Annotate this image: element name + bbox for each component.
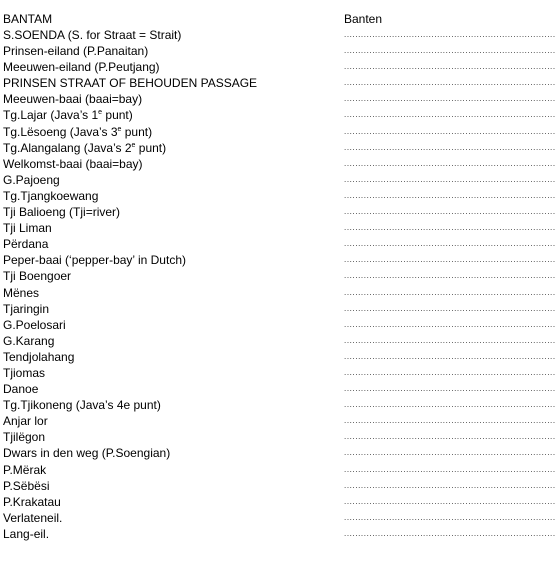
list-item: [0, 381, 556, 397]
place-name-list: [0, 27, 556, 542]
dotted-answer-line: ...........................................................................: [344, 126, 556, 136]
dotted-answer-line: ...........................................................................: [344, 223, 556, 233]
place-name-text: Tg.Lajar (Java’s 1: [3, 108, 99, 123]
place-name: Tjilëgon: [3, 430, 46, 445]
place-name: Tji Liman: [3, 221, 52, 236]
dotted-answer-line: ...........................................................................: [344, 351, 556, 361]
dotted-answer-line: ...........................................................................: [344, 46, 556, 56]
dotted-answer-line: ...........................................................................: [344, 303, 556, 313]
dotted-answer-line: ...........................................................................: [344, 158, 556, 168]
dotted-answer-line: ...........................................................................: [344, 255, 556, 265]
list-item: [0, 188, 556, 204]
list-item: [0, 27, 556, 43]
place-name: Tjaringin: [3, 301, 50, 316]
list-item: [0, 204, 556, 220]
place-name: Meeuwen-eiland (P.Peutjang): [3, 60, 160, 75]
list-item: [0, 526, 556, 542]
place-name: G.Poelosari: [3, 317, 66, 332]
dotted-answer-line: ...........................................................................: [344, 142, 556, 152]
place-name-text: punt): [102, 108, 133, 123]
list-item: [0, 301, 556, 317]
dotted-answer-line: ...........................................................................: [344, 512, 556, 522]
dotted-answer-line: ...........................................................................: [344, 110, 556, 120]
place-name-text: punt): [121, 124, 153, 139]
list-item: [0, 156, 556, 172]
place-name: P.Sëbësi: [3, 478, 50, 493]
place-name: P.Krakatau: [3, 494, 61, 509]
place-name: G.Pajoeng: [3, 172, 60, 187]
place-name: Tji Balioeng (Tji=river): [3, 205, 121, 220]
dotted-answer-line: ...........................................................................: [344, 335, 556, 345]
header-right-label: Banten: [344, 12, 383, 26]
table-header: [0, 11, 500, 27]
list-item: [0, 252, 556, 268]
list-item: [0, 494, 556, 510]
dotted-answer-line: ...........................................................................: [344, 190, 556, 200]
list-item: [0, 478, 556, 494]
ordinal-superscript: e: [98, 109, 103, 117]
list-item: [0, 124, 556, 140]
place-name: Përdana: [3, 237, 49, 252]
dotted-answer-line: ...........................................................................: [344, 528, 556, 538]
dotted-answer-line: ...........................................................................: [344, 271, 556, 281]
ordinal-superscript: e: [117, 125, 122, 133]
place-name: Peper-baai (‘pepper-bay’ in Dutch): [3, 253, 186, 268]
dotted-answer-line: ...........................................................................: [344, 62, 556, 72]
place-name-text: punt): [135, 140, 167, 155]
list-item: [0, 43, 556, 59]
list-item: [0, 413, 556, 429]
place-name: Anjar lor: [3, 414, 48, 429]
list-item: [0, 140, 556, 156]
place-name: [3, 107, 133, 123]
place-name: Verlateneil.: [3, 510, 63, 525]
dotted-answer-line: ...........................................................................: [344, 416, 556, 426]
list-item: [0, 349, 556, 365]
place-name: [3, 140, 166, 156]
list-item: [0, 445, 556, 461]
place-name: Mënes: [3, 285, 40, 300]
list-item: [0, 220, 556, 236]
list-item: [0, 317, 556, 333]
place-name: Tji Boengoer: [3, 269, 72, 284]
dotted-answer-line: ...........................................................................: [344, 496, 556, 506]
header-left-label: BANTAM: [3, 12, 53, 26]
place-name-text: Tg.Lësoeng (Java’s 3: [3, 124, 118, 139]
place-name: Lang-eil.: [3, 526, 50, 541]
place-name: P.Mërak: [3, 462, 47, 477]
place-name: Meeuwen-baai (baai=bay): [3, 92, 143, 107]
list-item: [0, 107, 556, 123]
place-name: [3, 124, 152, 140]
place-name-text: Tg.Alangalang (Java’s 2: [3, 140, 132, 155]
dotted-answer-line: ...........................................................................: [344, 432, 556, 442]
list-item: [0, 172, 556, 188]
list-item: [0, 91, 556, 107]
dotted-answer-line: ...........................................................................: [344, 319, 556, 329]
list-item: [0, 75, 556, 91]
place-name: Tg.Tjangkoewang: [3, 188, 99, 203]
list-item: [0, 285, 556, 301]
dotted-answer-line: ...........................................................................: [344, 78, 556, 88]
place-name: S.SOENDA (S. for Straat = Strait): [3, 28, 182, 42]
list-item: [0, 268, 556, 284]
dotted-answer-line: ...........................................................................: [344, 174, 556, 184]
dotted-answer-line: ...........................................................................: [344, 400, 556, 410]
list-item: [0, 429, 556, 445]
dotted-answer-line: ...........................................................................: [344, 448, 556, 458]
dotted-answer-line: ...........................................................................: [344, 30, 556, 39]
list-item: [0, 365, 556, 381]
dotted-answer-line: ...........................................................................: [344, 384, 556, 394]
place-name: Welkomst-baai (baai=bay): [3, 156, 143, 171]
dotted-answer-line: ...........................................................................: [344, 480, 556, 490]
list-item: [0, 59, 556, 75]
list-item: [0, 462, 556, 478]
list-item: [0, 333, 556, 349]
dotted-answer-line: ...........................................................................: [344, 207, 556, 217]
place-name: Tjiomas: [3, 365, 46, 380]
place-name: Danoe: [3, 382, 39, 397]
dotted-answer-line: ...........................................................................: [344, 94, 556, 104]
list-item: [0, 397, 556, 413]
list-item: [0, 236, 556, 252]
place-name: Dwars in den weg (P.Soengian): [3, 446, 171, 461]
dotted-answer-line: ...........................................................................: [344, 239, 556, 249]
place-name: Prinsen-eiland (P.Panaitan): [3, 44, 149, 59]
place-name: Tendjolahang: [3, 349, 75, 364]
list-item: [0, 510, 556, 526]
place-name: G.Karang: [3, 333, 55, 348]
dotted-answer-line: ...........................................................................: [344, 287, 556, 297]
place-name: Tg.Tjikoneng (Java’s 4e punt): [3, 398, 161, 413]
place-name: PRINSEN STRAAT OF BEHOUDEN PASSAGE: [3, 76, 258, 91]
dotted-answer-line: ...........................................................................: [344, 464, 556, 474]
dotted-answer-line: ...........................................................................: [344, 367, 556, 377]
ordinal-superscript: e: [131, 141, 136, 149]
